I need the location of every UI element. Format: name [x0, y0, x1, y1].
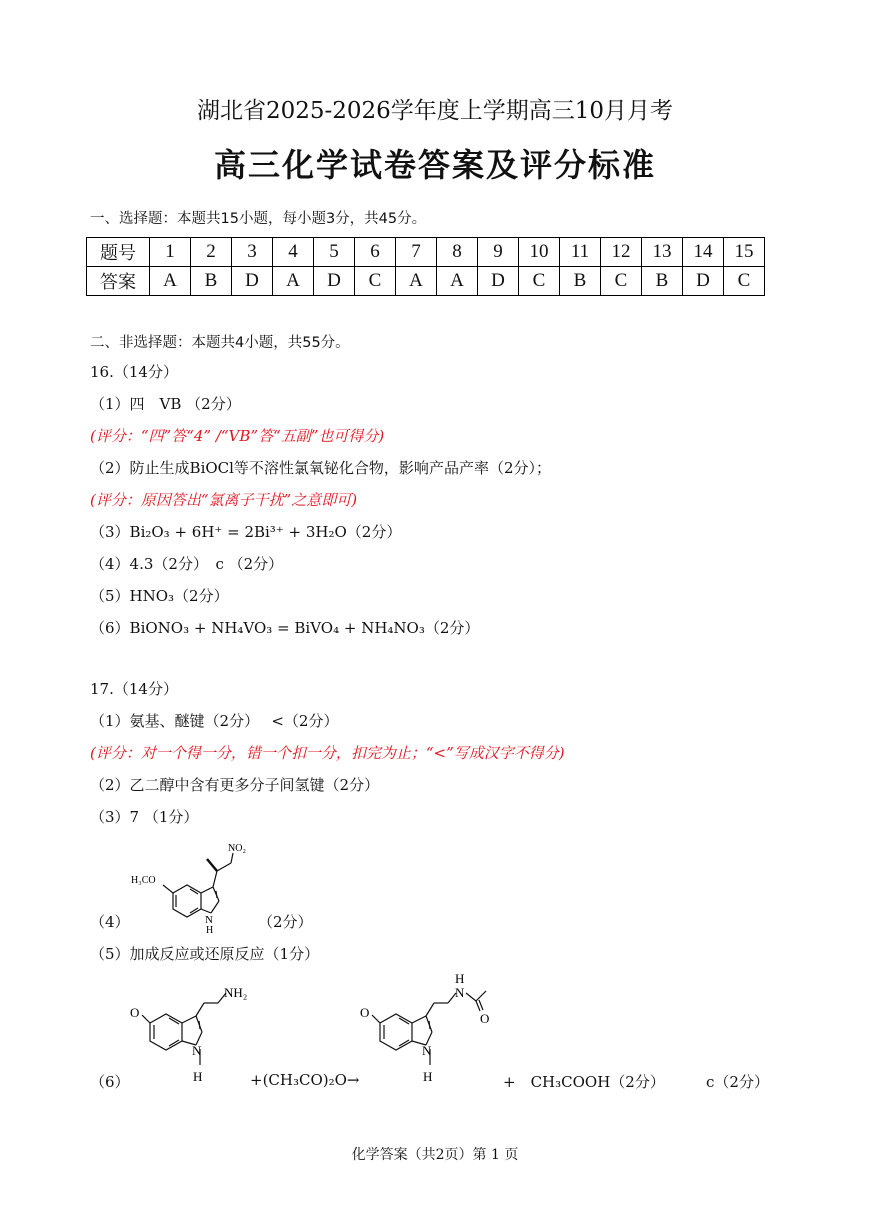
question-number-cell: 4	[273, 238, 314, 267]
structure-q17-4	[125, 835, 265, 935]
label-nh2: NH₂	[224, 985, 248, 1000]
label-o: O	[130, 1005, 140, 1020]
answer-cell: B	[642, 267, 683, 296]
question-number-cell: 14	[683, 238, 724, 267]
answer-cell: B	[560, 267, 601, 296]
answer-cell: B	[191, 267, 232, 296]
q16-p2-note: (评分：原因答出“氯离子干扰”之意即可)	[90, 491, 358, 509]
q16-title: 16.（14分）	[90, 363, 178, 381]
answer-cell: D	[683, 267, 724, 296]
table-row-numbers	[87, 238, 765, 267]
answer-cell: A	[396, 267, 437, 296]
q17-p6-answer: c（2分）	[706, 1073, 769, 1091]
question-number-cell: 8	[437, 238, 478, 267]
label-n: N	[192, 1043, 202, 1058]
question-number-cell: 12	[601, 238, 642, 267]
title-line1: 湖北省2025-2026学年度上学期高三10月月考	[196, 98, 674, 124]
structure-q17-6-reactant	[120, 975, 260, 1087]
question-number-cell: 15	[724, 238, 765, 267]
label-h-top: H	[455, 971, 465, 986]
answer-table	[86, 237, 765, 296]
q17-p3: （3）7 （1分）	[90, 808, 199, 826]
question-number-cell: 2	[191, 238, 232, 267]
q17-p1: （1）氨基、醚键（2分） <（2分）	[90, 712, 339, 730]
label-h: H	[423, 1069, 433, 1084]
answer-cell: C	[601, 267, 642, 296]
q17-p6-reagent: +(CH₃CO)₂O→	[250, 1071, 360, 1089]
answer-cell: C	[355, 267, 396, 296]
q17-p6-product: + CH₃COOH（2分）	[503, 1073, 665, 1091]
title-line2: 高三化学试卷答案及评分标准	[213, 146, 656, 184]
answer-cell: D	[478, 267, 519, 296]
q17-p4-suffix: （2分）	[258, 913, 313, 931]
label-h: H	[206, 925, 214, 935]
label-o-carbonyl: O	[480, 1011, 490, 1026]
q16-p5: （5）HNO₃（2分）	[90, 587, 229, 605]
question-number-cell: 3	[232, 238, 273, 267]
label-no2: NO₂	[228, 843, 246, 854]
q17-p2: （2）乙二醇中含有更多分子间氢键（2分）	[90, 776, 380, 794]
q17-title: 17.（14分）	[90, 680, 178, 698]
answer-cell: C	[519, 267, 560, 296]
question-number-cell: 11	[560, 238, 601, 267]
question-number-cell: 13	[642, 238, 683, 267]
q17-p6-prefix: （6）	[90, 1073, 130, 1091]
section1-heading: 一、选择题：本题共15小题，每小题3分，共45分。	[90, 211, 427, 227]
q16-p6: （6）BiONO₃ + NH₄VO₃ = BiVO₄ + NH₄NO₃（2分）	[90, 619, 480, 637]
q16-p2: （2）防止生成BiOCl等不溶性氯氧铋化合物，影响产品产率（2分）；	[90, 459, 551, 477]
label-h3co: H₃CO	[131, 875, 156, 886]
q16-p4: （4）4.3（2分） c （2分）	[90, 555, 284, 573]
q16-p3: （3）Bi₂O₃ + 6H⁺ = 2Bi³⁺ + 3H₂O（2分）	[90, 523, 402, 541]
question-number-cell: 9	[478, 238, 519, 267]
q16-p1: （1）四 VB （2分）	[90, 395, 241, 413]
q16-p1-note: (评分：“四”答“4” /“VB”答“五副”也可得分)	[90, 427, 385, 445]
label-h: H	[193, 1069, 203, 1084]
answer-cell: C	[724, 267, 765, 296]
q17-p4-prefix: （4）	[90, 913, 130, 931]
question-number-cell: 1	[150, 238, 191, 267]
q17-p1-note: (评分：对一个得一分，错一个扣一分，扣完为止；“<”写成汉字不得分)	[90, 744, 565, 762]
label-o: O	[360, 1005, 370, 1020]
answer-cell: D	[232, 267, 273, 296]
answer-cell: A	[150, 267, 191, 296]
row-label-answer: 答案	[87, 267, 150, 296]
table-row-answers	[87, 267, 765, 296]
answer-cell: D	[314, 267, 355, 296]
row-label-number: 题号	[87, 238, 150, 267]
structure-q17-6-product	[352, 965, 512, 1087]
label-n: N	[422, 1043, 432, 1058]
question-number-cell: 7	[396, 238, 437, 267]
label-n: N	[205, 914, 213, 926]
page-footer: 化学答案（共2页）第 1 页	[351, 1147, 519, 1163]
question-number-cell: 5	[314, 238, 355, 267]
label-n-amide: N	[455, 985, 465, 1000]
q17-p5: （5）加成反应或还原反应（1分）	[90, 945, 320, 963]
answer-cell: A	[273, 267, 314, 296]
question-number-cell: 10	[519, 238, 560, 267]
answer-cell: A	[437, 267, 478, 296]
section2-heading: 二、非选择题：本题共4小题，共55分。	[90, 335, 350, 351]
question-number-cell: 6	[355, 238, 396, 267]
